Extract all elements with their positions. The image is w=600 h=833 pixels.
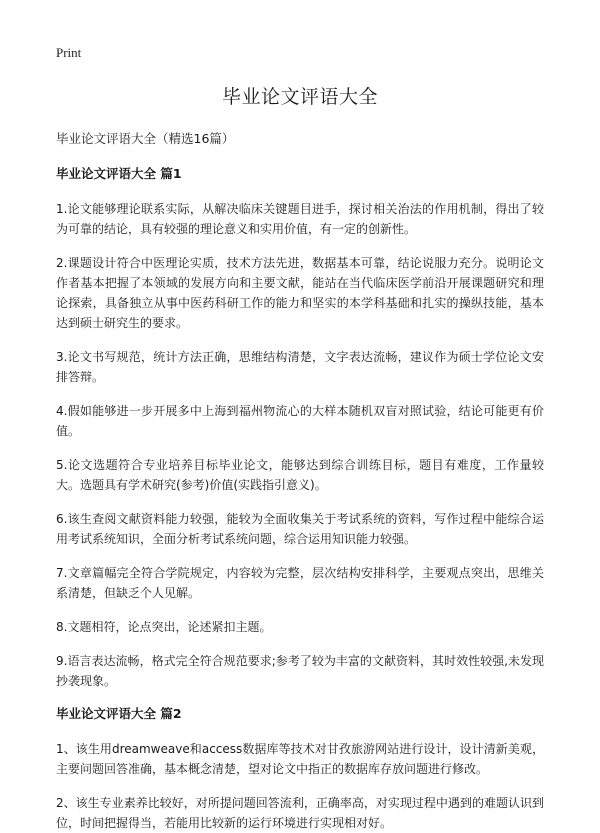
paragraph: 1、该生用dreamweave和access数据库等技术对甘孜旅游网站进行设计，设计清新美观，主要问题回答准确，基本概念清楚，望对论文中指正的数据库存放问题进行修改。 <box>56 742 544 776</box>
page-title: 毕业论文评语大全 <box>221 86 378 108</box>
document-subtitle: 毕业论文评语大全（精选16篇） <box>56 131 235 146</box>
paragraph: 2、该生专业素养比较好，对所提问题回答流利，正确率高，对实现过程中遇到的难题认识到位，时间把握得当，若能用比较新的运行环境进行实现相对好。 <box>56 796 544 830</box>
paragraph: 1.论文能够理论联系实际，从解决临床关键题目进手，探讨相关治法的作用机制，得出了较为可靠的结论，具有较强的理论意义和实用价值，有一定的创新性。 <box>56 202 544 236</box>
paragraph: 3.论文书写规范，统计方法正确，思维结构清楚，文字表达流畅，建议作为硕士学位论文安排答辩。 <box>56 350 544 384</box>
paragraph: 2.课题设计符合中医理论实质，技术方法先进，数据基本可靠，结论说服力充分。说明论文作者基本把握了本领域的发展方向和主要文献，能站在当代临床医学前沿开展课题研究和理论探索，具备独立从事中医药科研工作的能力和坚实的本学科基础和扎实的操纵技能，基本达到硕士研究生的要求。 <box>56 256 544 330</box>
section-heading: 毕业论文评语大全 篇1 <box>56 166 182 181</box>
print-link[interactable]: Print <box>56 45 82 60</box>
paragraph: 7.文章篇幅完全符合学院规定，内容较为完整，层次结构安排科学，主要观点突出，思维关系清楚，但缺乏个人见解。 <box>56 566 544 600</box>
paragraph: 5.论文选题符合专业培养目标毕业论文，能够达到综合训练目标，题目有难度，工作量较大。选题具有学术研究(参考)价值(实践指引意义)。 <box>56 458 544 492</box>
paragraph: 4.假如能够进一步开展多中上海到福州物流心的大样本随机双盲对照试验，结论可能更有价值。 <box>56 404 544 438</box>
paragraph: 9.语言表达流畅，格式完全符合规范要求;参考了较为丰富的文献资料，其时效性较强,未发现抄袭现象。 <box>56 654 544 688</box>
paragraph: 8.文题相符，论点突出，论述紧扣主题。 <box>56 620 272 634</box>
paragraph: 6.该生查阅文献资料能力较强，能较为全面收集关于考试系统的资料，写作过程中能综合运用考试系统知识，全面分析考试系统问题，综合运用知识能力较强。 <box>56 512 544 546</box>
section-heading: 毕业论文评语大全 篇2 <box>56 706 182 721</box>
